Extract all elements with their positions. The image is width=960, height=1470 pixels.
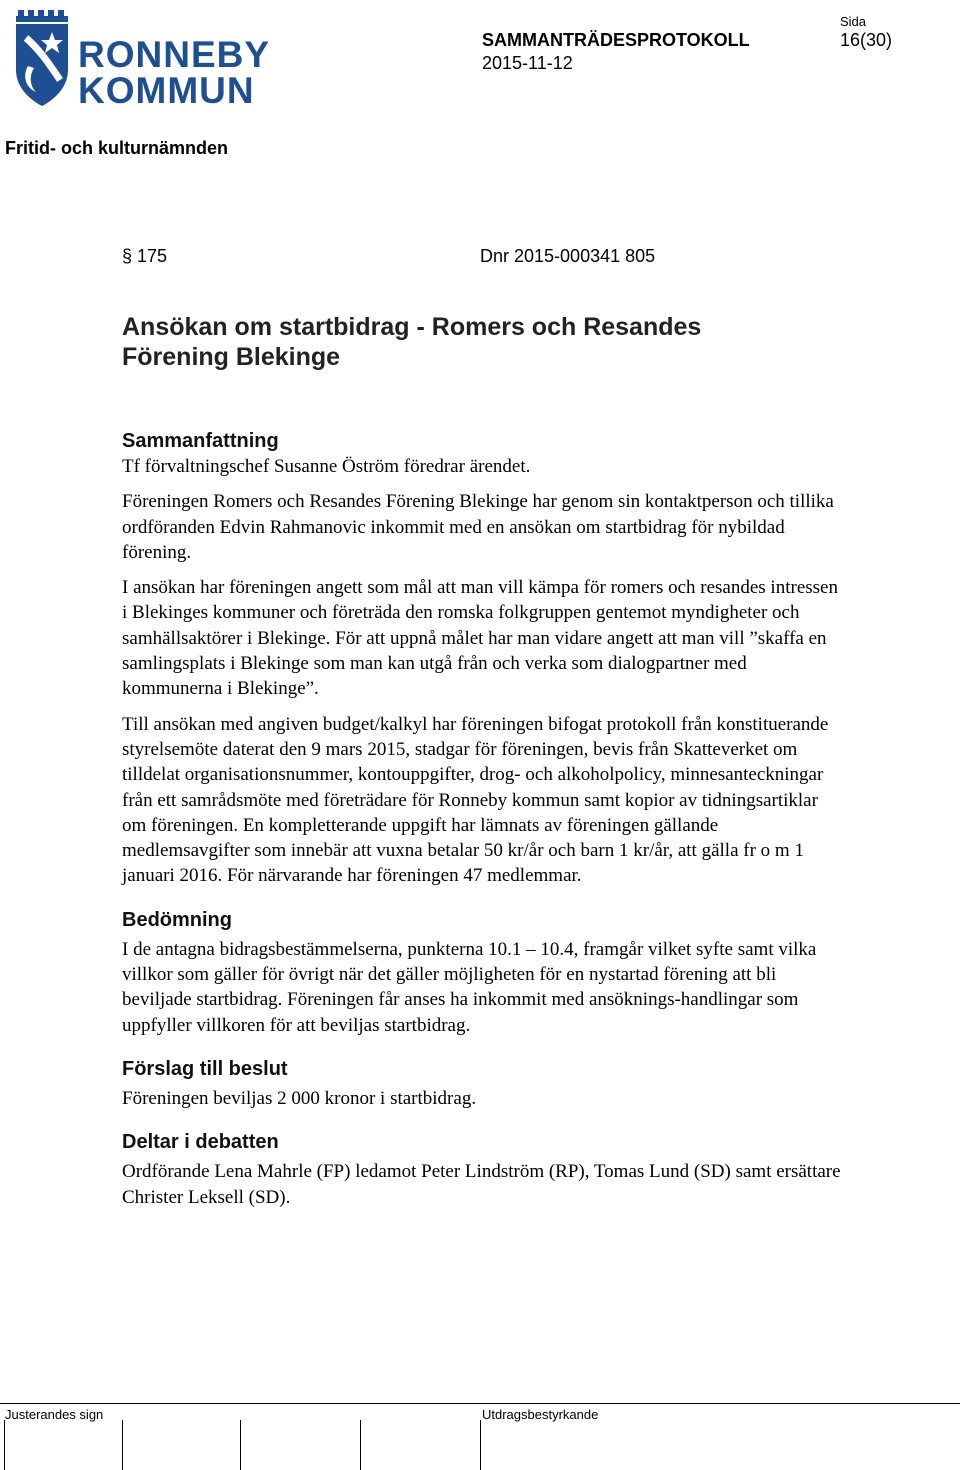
summary-paragraph: Föreningen Romers och Resandes Förening Blekinge har genom sin kontaktperson och tillika ordföranden Edvin Rahmanovic inkommit med en ansökan om startbidrag för nybildad förening. [122,491,834,563]
signature-box-divider [240,1420,241,1470]
item-title [122,312,842,372]
utdragsbestyrkande-label: Utdragsbestyrkande [482,1407,599,1422]
logo-text-ronneby: RONNEBY [78,34,271,75]
footer-divider [0,1403,960,1404]
item-title-line-2: Förening Blekinge [122,343,341,371]
committee-name: Fritid- och kulturnämnden [5,138,228,158]
meeting-date: 2015-11-12 [482,53,573,73]
assessment-heading: Bedömning [122,908,232,931]
summary-paragraph: Tf förvaltningschef Susanne Öström föredrar ärendet. [122,456,531,477]
ronneby-kommun-logo [12,8,271,111]
signature-box-divider [122,1420,123,1470]
proposal-heading: Förslag till beslut [122,1057,288,1080]
assessment-paragraph: I de antagna bidragsbestämmelserna, punkterna 10.1 – 10.4, framgår vilket syfte samt vilka villkor som gäller för övrigt när det gäller möjligheten för en nystartad förening att bli beviljade startbidrag. Föreningen får anses ha inkommit med ansöknings-handlingar som uppfyller villkoren för att beviljas startbidrag. [122,938,817,1036]
paragraph-number: § 175 [122,246,168,266]
coat-of-arms-icon [12,8,82,108]
debate-paragraph: Ordförande Lena Mahrle (FP) ledamot Peter Lindström (RP), Tomas Lund (SD) samt ersättare Christer Leksell (SD). [122,1161,841,1208]
page-label: Sida [840,14,867,29]
document-body [122,428,842,1210]
signature-box-divider [4,1420,5,1470]
case-number: Dnr 2015-000341 805 [480,246,656,266]
signature-box-divider [480,1420,481,1470]
item-title-line-1: Ansökan om startbidrag - Romers och Resandes [122,313,702,341]
logo-text-kommun: KOMMUN [78,70,255,111]
page-number: 16(30) [840,30,893,50]
summary-heading: Sammanfattning [122,430,279,452]
summary-paragraph: I ansökan har föreningen angett som mål att man vill kämpa för romers och resandes intressen i Blekinges kommuner och företräda den romska folkgruppen gentemot myndigheter och samhällsaktörer i Blekinge. För att uppnå målet har man vidare angett att man vill ”skaffa en samlingsplats i Blekinge som man kan utgå från och verka som dialogpartner med kommunerna i Blekinge”. [122,577,838,700]
signature-box-divider [360,1420,361,1470]
debate-heading: Deltar i debatten [122,1131,279,1154]
summary-paragraph: Till ansökan med angiven budget/kalkyl har föreningen bifogat protokoll från konstituerande styrelsemöte daterat den 9 mars 2015, stadgar för föreningen, bevis från Skatteverket om tilldelat organisationsnummer, kontouppgifter, drog- och alkoholpolicy, minnesanteckningar från ett samrådsmöte med företrädare för Ronneby kommun samt kopior av tidningsartiklar om föreningen. En kompletterande uppgift har lämnats av föreningen gällande medlemsavgifter som innebär att vuxna betalar 50 kr/år och barn 1 kr/år, att gälla fr o m 1 januari 2016. För närvarande har föreningen 47 medlemmar. [122,713,829,887]
document-type: SAMMANTRÄDESPROTOKOLL [482,30,750,50]
justerandes-sign-label: Justerandes sign [5,1407,104,1422]
proposal-paragraph: Föreningen beviljas 2 000 kronor i startbidrag. [122,1087,477,1109]
